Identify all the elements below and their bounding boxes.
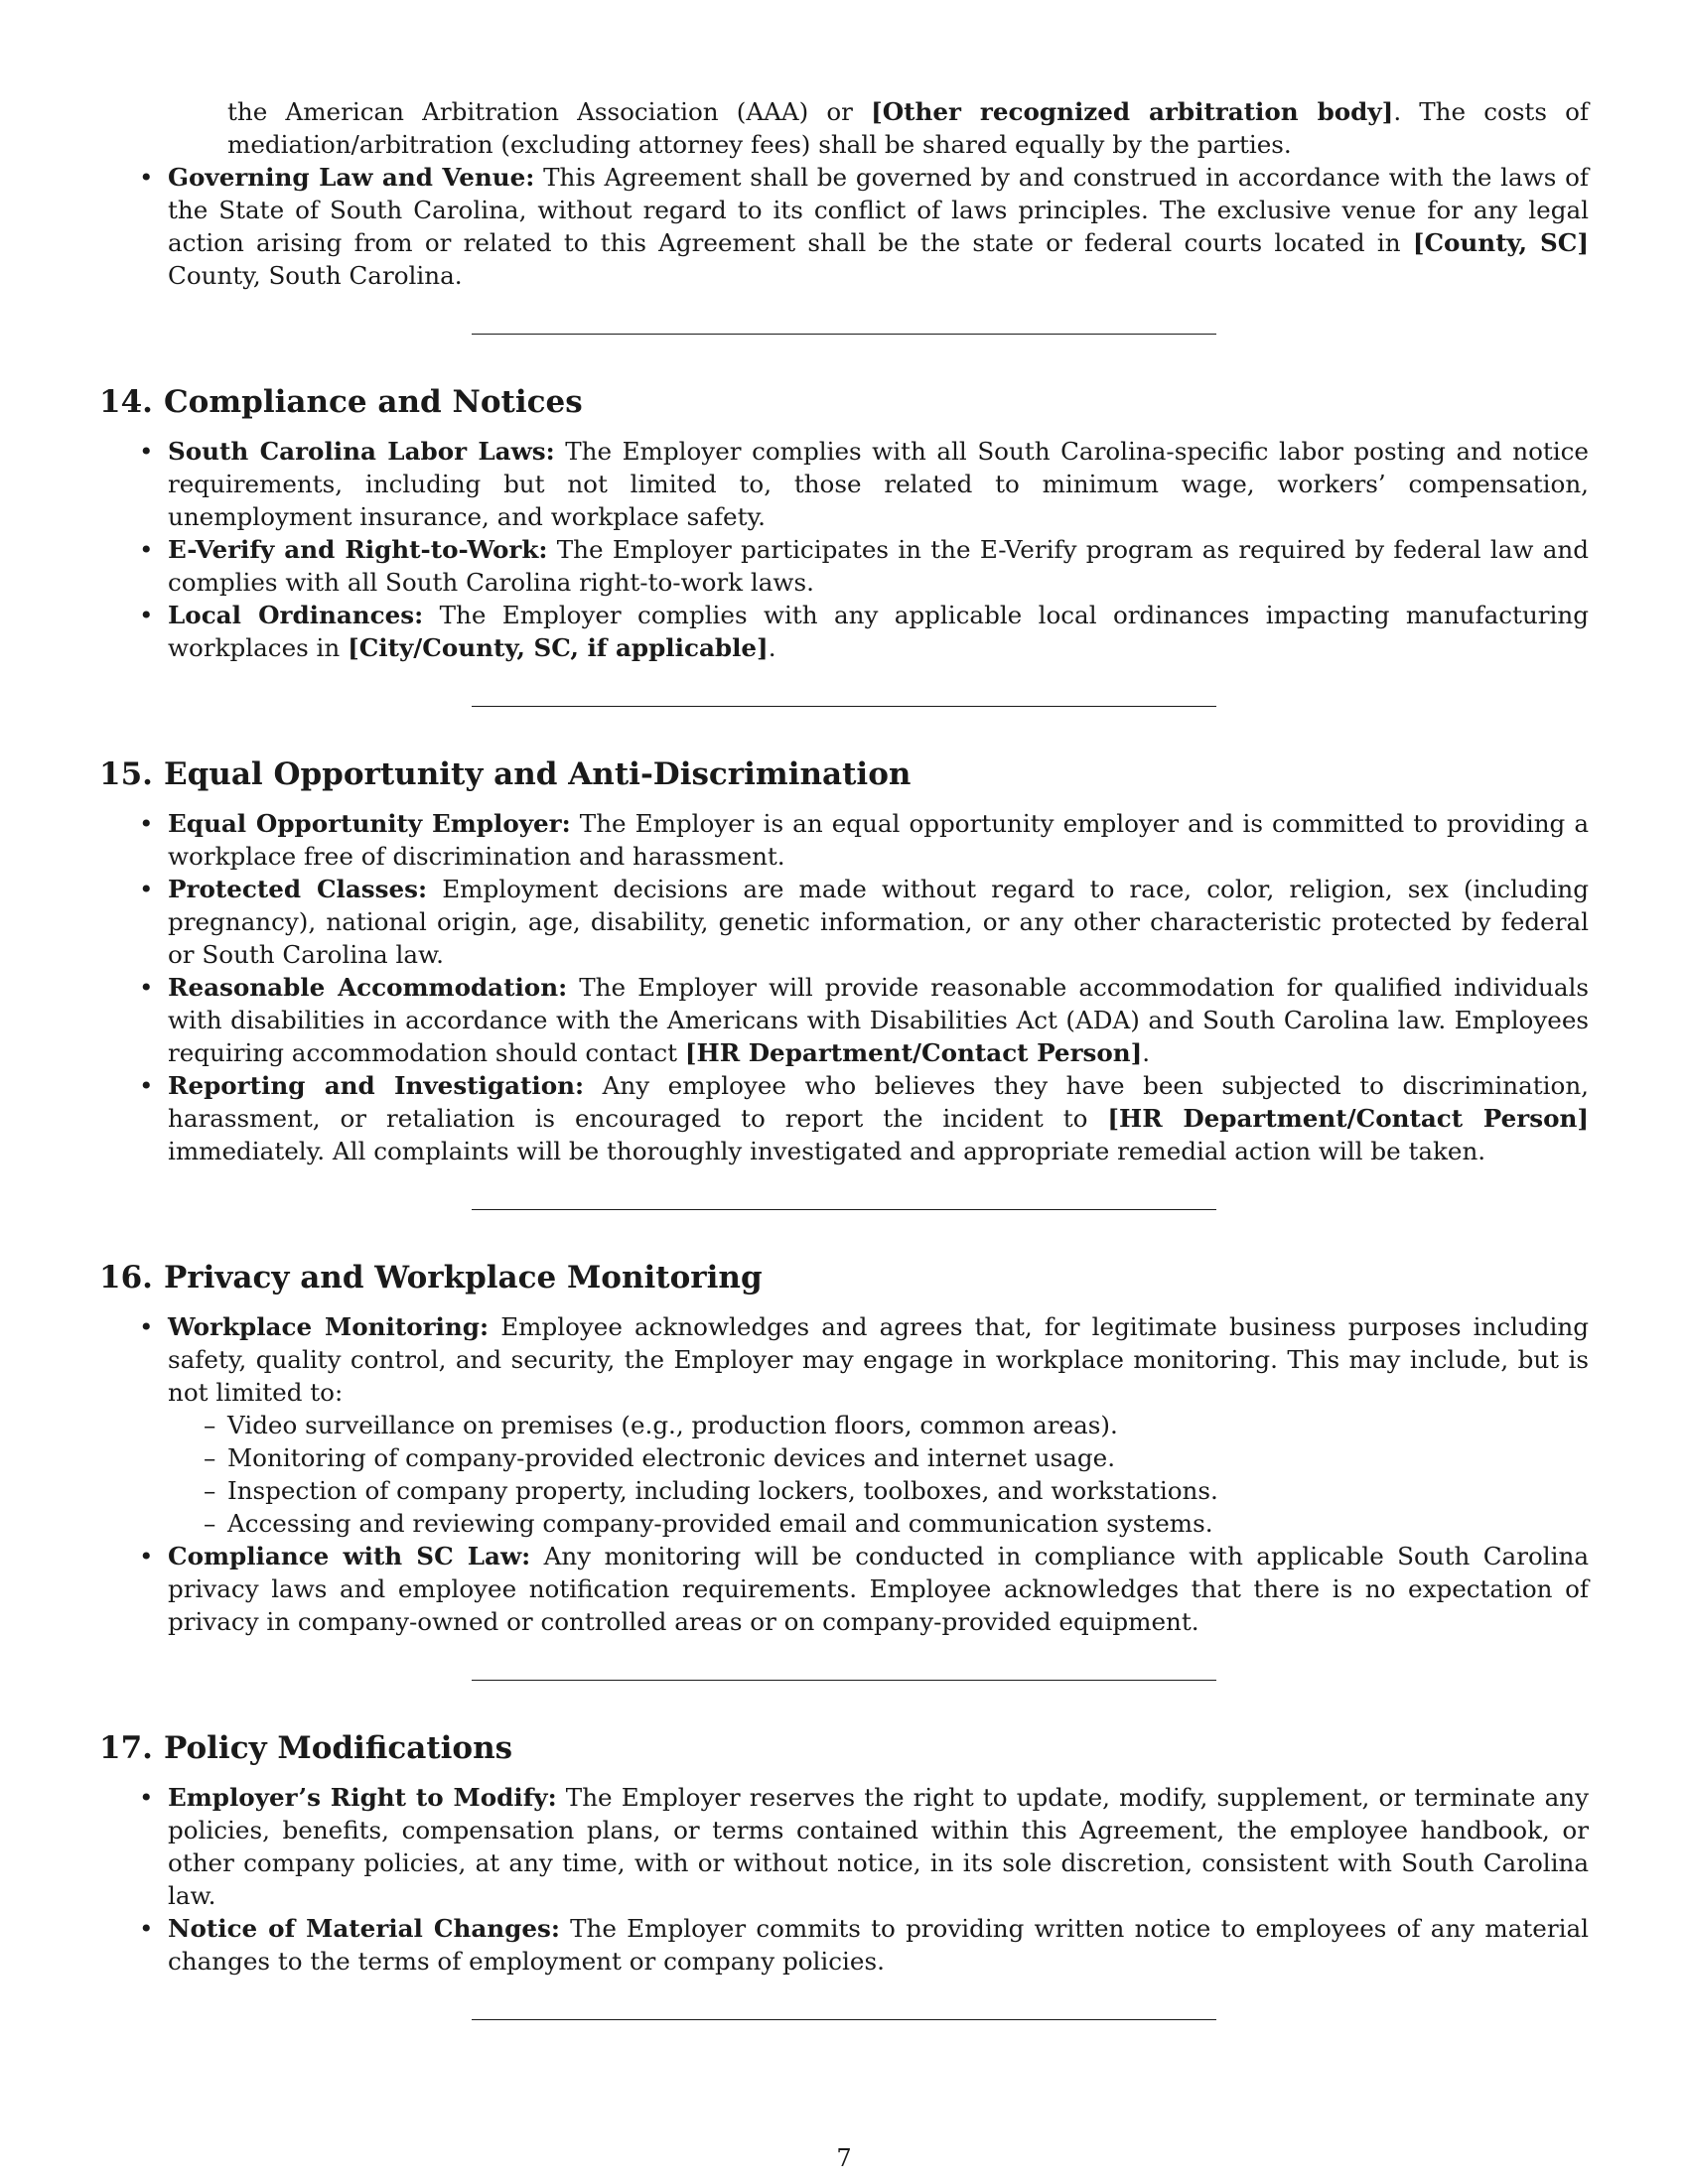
item-text: Any employee who believes they have been subjected to discrimination, harassment, or retaliation is encouraged to report the incident to xyxy=(168,1071,1589,1133)
item-text: Employee acknowledges and agrees that, for legitimate business purposes including safety, quality control, and security, the Employer may engage in workplace monitoring. This may include, but is not limited to: xyxy=(168,1312,1589,1407)
item-label: E-Verify and Right-to-Work: xyxy=(168,535,548,564)
item-text: The Employer commits to providing written notice to employees of any material changes to the terms of employment or company policies. xyxy=(168,1914,1589,1976)
placeholder-text: [County, SC] xyxy=(1412,228,1589,257)
placeholder-text: [HR Department/Contact Person] xyxy=(1107,1104,1590,1133)
item-label: Governing Law and Venue: xyxy=(168,163,535,192)
list-item xyxy=(99,599,1589,664)
item-text: The Employer reserves the right to update, modify, supplement, or terminate any policies, benefits, compensation plans, or terms contained within this Agreement, the employee handbook, or other company policies, at any time, with or without notice, in its sole discretion, consistent with South Carolina law. xyxy=(168,1783,1589,1910)
item-text: The Employer is an equal opportunity employer and is committed to providing a workplace free of discrimination and harassment. xyxy=(168,809,1590,871)
list-item xyxy=(99,807,1589,873)
section-number: 16. xyxy=(99,1260,153,1296)
section-title: Compliance and Notices xyxy=(164,384,583,420)
text: the American Arbitration Association (AAA) or xyxy=(227,97,872,126)
section-title: Equal Opportunity and Anti-Discrimination xyxy=(164,756,912,792)
list-item-governing-law xyxy=(99,161,1589,292)
list-item xyxy=(99,1310,1589,1540)
item-text: The Employer will provide reasonable accommodation for qualified individuals with disabilities in accordance with the Americans with Disabilities Act (ADA) and South Carolina law. Employees requiring accommodation should contact xyxy=(168,973,1590,1067)
section-title: Policy Modifications xyxy=(164,1730,513,1766)
section-15-list xyxy=(99,807,1589,1167)
list-item xyxy=(99,1069,1589,1167)
list-item xyxy=(99,435,1589,533)
placeholder-text: [Other recognized arbitration body] xyxy=(871,97,1394,126)
item-text: Employment decisions are made without regard to race, color, religion, sex (including pregnancy), national origin, age, disability, genetic information, or any other characteristic protected by federal or South Carolina law. xyxy=(168,875,1589,969)
section-title: Privacy and Workplace Monitoring xyxy=(164,1260,763,1296)
section-heading-14 xyxy=(99,382,1589,422)
item-text: The Employer participates in the E-Verify program as required by federal law and complies with all South Carolina right-to-work laws. xyxy=(168,535,1590,597)
section-divider xyxy=(472,2019,1216,2020)
placeholder-text: [City/County, SC, if applicable] xyxy=(348,633,769,662)
section-number: 14. xyxy=(99,384,153,420)
item-label: Local Ordinances: xyxy=(168,601,424,629)
document-page xyxy=(99,95,1589,2020)
governing-list xyxy=(99,161,1589,292)
item-text: The Employer complies with any applicable local ordinances impacting manufacturing workplaces in xyxy=(168,601,1589,662)
item-label: Workplace Monitoring: xyxy=(168,1312,490,1341)
page-number: 7 xyxy=(836,2144,852,2172)
list-item xyxy=(99,1540,1589,1638)
item-label: South Carolina Labor Laws: xyxy=(168,437,555,466)
sublist-item: – Monitoring of company-provided electronic devices and internet usage. xyxy=(168,1441,1589,1474)
section-number: 15. xyxy=(99,756,153,792)
item-label: Equal Opportunity Employer: xyxy=(168,809,571,838)
item-text: County, South Carolina. xyxy=(168,261,463,290)
list-item xyxy=(99,873,1589,971)
list-item xyxy=(99,1912,1589,1978)
section-heading-16 xyxy=(99,1258,1589,1297)
section-number: 17. xyxy=(99,1730,153,1766)
item-text: Any monitoring will be conducted in compliance with applicable South Carolina privacy laws and employee notification requirements. Employee acknowledges that there is no expectation of privacy in company-owned or controlled areas or on company-provided equipment. xyxy=(168,1542,1589,1636)
text: . The costs of mediation/arbitration (excluding attorney fees) shall be shared equally by the parties. xyxy=(227,97,1590,159)
item-label: Reasonable Accommodation: xyxy=(168,973,568,1002)
item-label: Employer’s Right to Modify: xyxy=(168,1783,557,1812)
section-heading-15 xyxy=(99,754,1589,794)
section-heading-17 xyxy=(99,1728,1589,1768)
section-16-list xyxy=(99,1310,1589,1638)
item-text: immediately. All complaints will be thoroughly investigated and appropriate remedial action will be taken. xyxy=(168,1137,1486,1165)
arbitration-continuation xyxy=(99,95,1589,161)
item-text: . xyxy=(768,633,776,662)
item-label: Reporting and Investigation: xyxy=(168,1071,585,1100)
item-text: This Agreement shall be governed by and construed in accordance with the laws of the State of South Carolina, without regard to its conflict of laws principles. The exclusive venue for any legal action arising from or related to this Agreement shall be the state or federal courts located in xyxy=(168,163,1589,257)
monitoring-sublist xyxy=(168,1409,1589,1540)
item-label: Compliance with SC Law: xyxy=(168,1542,531,1570)
list-item xyxy=(99,971,1589,1069)
section-17-list xyxy=(99,1781,1589,1978)
sublist-item: – Video surveillance on premises (e.g., production floors, common areas). xyxy=(168,1409,1589,1441)
section-14-list xyxy=(99,435,1589,664)
list-item xyxy=(99,533,1589,599)
item-label: Notice of Material Changes: xyxy=(168,1914,560,1943)
item-label: Protected Classes: xyxy=(168,875,428,903)
placeholder-text: [HR Department/Contact Person] xyxy=(684,1038,1143,1067)
list-item xyxy=(99,1781,1589,1912)
sublist-item: – Inspection of company property, including lockers, toolboxes, and workstations. xyxy=(168,1474,1589,1507)
item-text: . xyxy=(1142,1038,1151,1067)
item-text: The Employer complies with all South Carolina-specific labor posting and notice requirements, including but not limited to, those related to minimum wage, workers’ compensation, unemployment insurance, and workplace safety. xyxy=(168,437,1589,531)
sublist-item: – Accessing and reviewing company-provided email and communication systems. xyxy=(168,1507,1589,1540)
